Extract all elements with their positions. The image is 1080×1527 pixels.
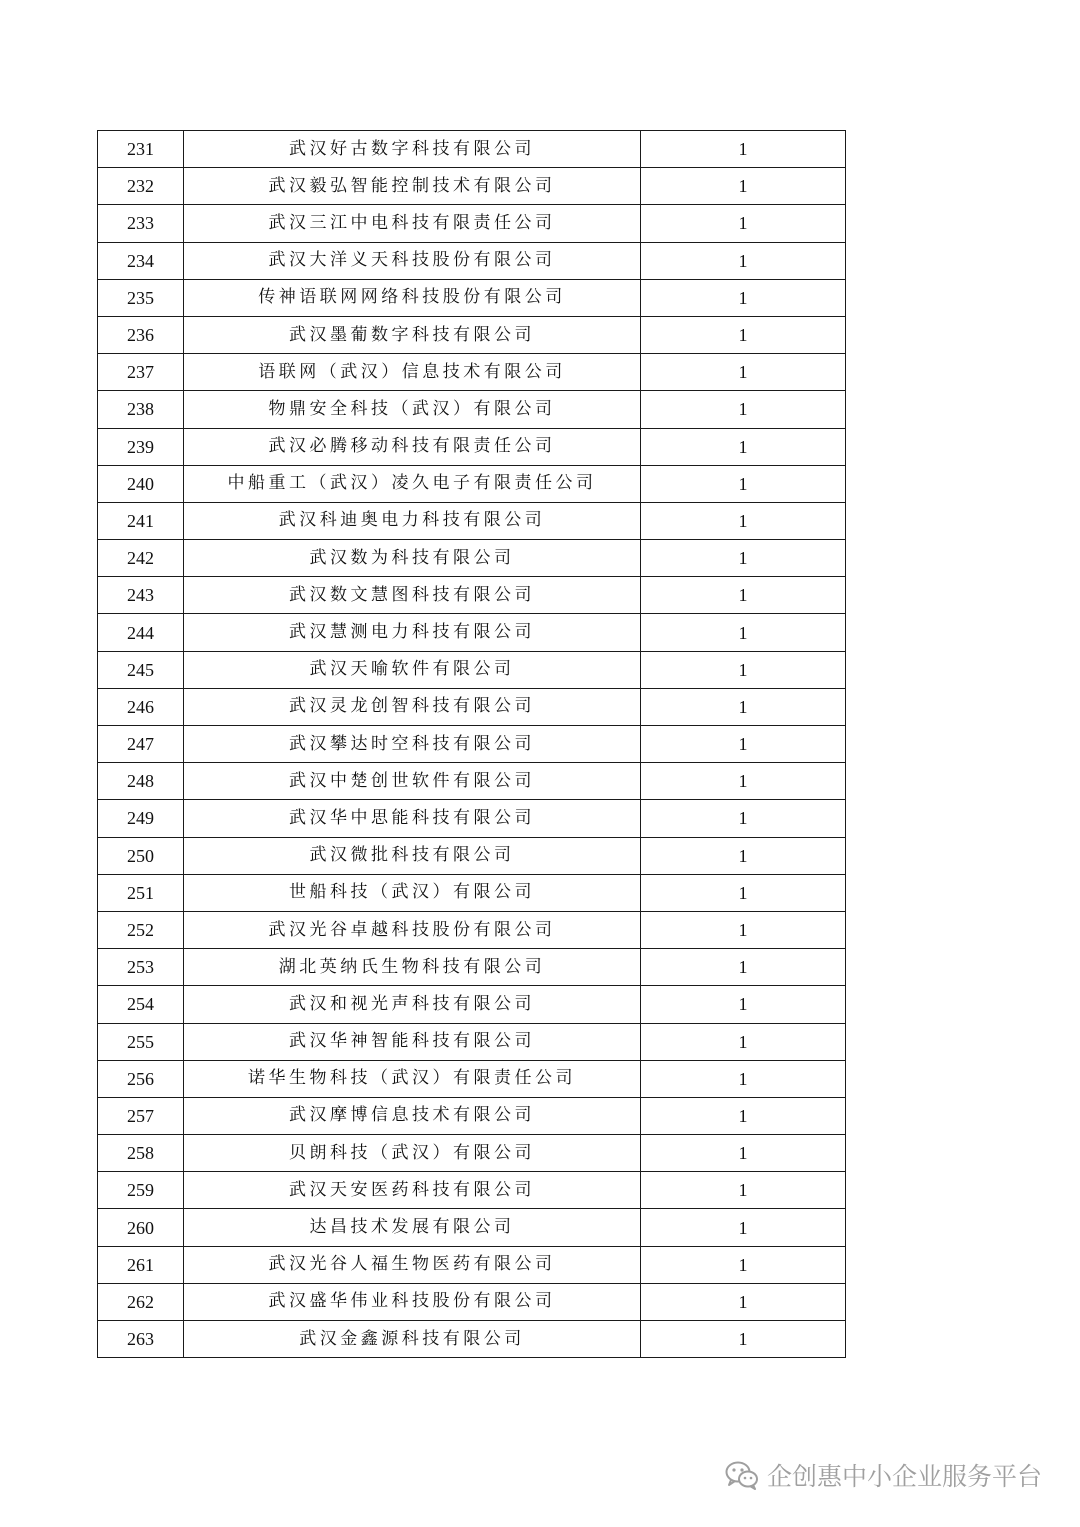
table-row [98,1023,846,1060]
quantity: 1 [641,1246,846,1283]
row-number: 241 [98,502,184,539]
table-row [98,354,846,391]
company-list-body [98,131,846,1358]
company-name: 武汉和视光声科技有限公司 [184,986,641,1023]
table-row [98,1172,846,1209]
table-row [98,800,846,837]
row-number: 251 [98,874,184,911]
quantity: 1 [641,502,846,539]
quantity: 1 [641,1172,846,1209]
company-name: 武汉微批科技有限公司 [184,837,641,874]
company-name: 武汉毅弘智能控制技术有限公司 [184,168,641,205]
table-row [98,986,846,1023]
company-name: 武汉天安医药科技有限公司 [184,1172,641,1209]
company-name: 语联网（武汉）信息技术有限公司 [184,354,641,391]
row-number: 253 [98,949,184,986]
row-number: 247 [98,726,184,763]
quantity: 1 [641,279,846,316]
table-row [98,1135,846,1172]
company-list-table [97,130,846,1358]
row-number: 233 [98,205,184,242]
row-number: 242 [98,540,184,577]
row-number: 262 [98,1283,184,1320]
table-row [98,428,846,465]
table-row [98,1209,846,1246]
table-row [98,1321,846,1358]
row-number: 249 [98,800,184,837]
company-name: 物鼎安全科技（武汉）有限公司 [184,391,641,428]
company-name: 武汉华中思能科技有限公司 [184,800,641,837]
row-number: 245 [98,651,184,688]
table-row [98,131,846,168]
company-name: 武汉三江中电科技有限责任公司 [184,205,641,242]
company-name: 武汉光谷卓越科技股份有限公司 [184,911,641,948]
company-name: 武汉盛华伟业科技股份有限公司 [184,1283,641,1320]
quantity: 1 [641,651,846,688]
row-number: 255 [98,1023,184,1060]
company-name: 武汉摩博信息技术有限公司 [184,1097,641,1134]
company-name: 达昌技术发展有限公司 [184,1209,641,1246]
row-number: 250 [98,837,184,874]
row-number: 243 [98,577,184,614]
company-name: 世船科技（武汉）有限公司 [184,874,641,911]
table-row [98,726,846,763]
company-name: 武汉慧测电力科技有限公司 [184,614,641,651]
quantity: 1 [641,354,846,391]
row-number: 231 [98,131,184,168]
table-row [98,391,846,428]
quantity: 1 [641,688,846,725]
company-name: 诺华生物科技（武汉）有限责任公司 [184,1060,641,1097]
table-row [98,874,846,911]
table-row [98,614,846,651]
quantity: 1 [641,1209,846,1246]
company-name: 武汉攀达时空科技有限公司 [184,726,641,763]
company-name: 贝朗科技（武汉）有限公司 [184,1135,641,1172]
table-row [98,465,846,502]
row-number: 254 [98,986,184,1023]
company-name: 武汉数文慧图科技有限公司 [184,577,641,614]
company-name: 武汉中楚创世软件有限公司 [184,763,641,800]
table-row [98,316,846,353]
company-name: 武汉必腾移动科技有限责任公司 [184,428,641,465]
table-row [98,540,846,577]
company-name: 武汉大洋义天科技股份有限公司 [184,242,641,279]
row-number: 256 [98,1060,184,1097]
table-row [98,242,846,279]
row-number: 240 [98,465,184,502]
quantity: 1 [641,1023,846,1060]
company-name: 武汉华神智能科技有限公司 [184,1023,641,1060]
company-name: 武汉好古数字科技有限公司 [184,131,641,168]
company-name: 武汉天喻软件有限公司 [184,651,641,688]
table-row [98,1246,846,1283]
table-row [98,911,846,948]
row-number: 263 [98,1321,184,1358]
table-row [98,1097,846,1134]
quantity: 1 [641,949,846,986]
watermark-text: 企创惠中小企业服务平台 [766,1462,1042,1491]
row-number: 246 [98,688,184,725]
table-row [98,279,846,316]
quantity: 1 [641,391,846,428]
table-row [98,1283,846,1320]
row-number: 238 [98,391,184,428]
quantity: 1 [641,205,846,242]
quantity: 1 [641,911,846,948]
quantity: 1 [641,465,846,502]
row-number: 260 [98,1209,184,1246]
quantity: 1 [641,1321,846,1358]
row-number: 237 [98,354,184,391]
quantity: 1 [641,131,846,168]
quantity: 1 [641,874,846,911]
row-number: 235 [98,279,184,316]
table-row [98,205,846,242]
quantity: 1 [641,1097,846,1134]
row-number: 261 [98,1246,184,1283]
company-name: 传神语联网网络科技股份有限公司 [184,279,641,316]
row-number: 248 [98,763,184,800]
quantity: 1 [641,540,846,577]
company-name: 武汉数为科技有限公司 [184,540,641,577]
row-number: 257 [98,1097,184,1134]
quantity: 1 [641,763,846,800]
row-number: 252 [98,911,184,948]
wechat-icon [725,1460,759,1490]
quantity: 1 [641,614,846,651]
row-number: 239 [98,428,184,465]
table-row [98,502,846,539]
table-row [98,651,846,688]
row-number: 258 [98,1135,184,1172]
quantity: 1 [641,1283,846,1320]
quantity: 1 [641,1060,846,1097]
table-row [98,168,846,205]
company-name: 武汉墨葡数字科技有限公司 [184,316,641,353]
row-number: 234 [98,242,184,279]
table-row [98,577,846,614]
table-row [98,688,846,725]
quantity: 1 [641,316,846,353]
quantity: 1 [641,726,846,763]
quantity: 1 [641,800,846,837]
quantity: 1 [641,837,846,874]
quantity: 1 [641,242,846,279]
row-number: 236 [98,316,184,353]
row-number: 259 [98,1172,184,1209]
quantity: 1 [641,428,846,465]
row-number: 244 [98,614,184,651]
table-row [98,837,846,874]
quantity: 1 [641,1135,846,1172]
watermark [725,1457,1042,1493]
quantity: 1 [641,168,846,205]
quantity: 1 [641,577,846,614]
quantity: 1 [641,986,846,1023]
company-name: 武汉科迪奥电力科技有限公司 [184,502,641,539]
company-name: 武汉灵龙创智科技有限公司 [184,688,641,725]
table-row [98,1060,846,1097]
company-name: 武汉金鑫源科技有限公司 [184,1321,641,1358]
table-row [98,949,846,986]
table-row [98,763,846,800]
company-name: 中船重工（武汉）凌久电子有限责任公司 [184,465,641,502]
company-name: 湖北英纳氏生物科技有限公司 [184,949,641,986]
company-name: 武汉光谷人福生物医药有限公司 [184,1246,641,1283]
row-number: 232 [98,168,184,205]
